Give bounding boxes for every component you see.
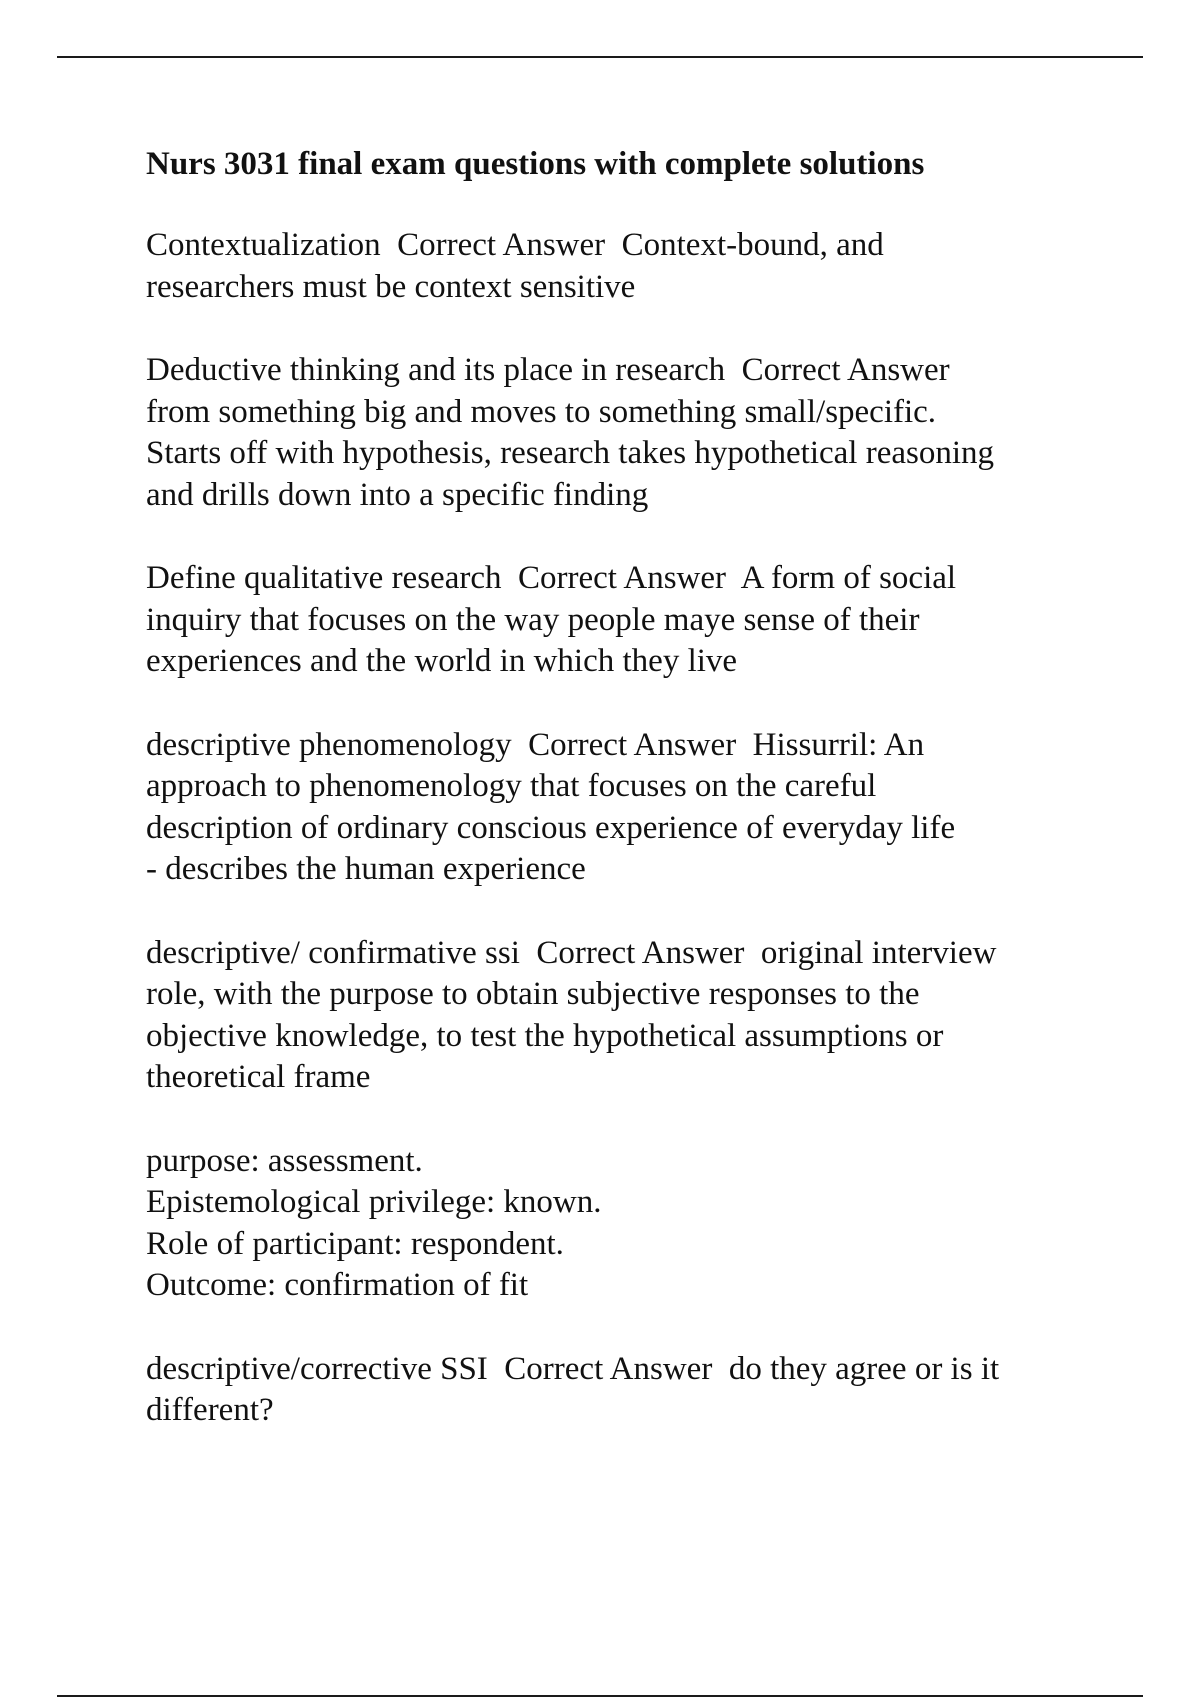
entry-line: Outcome: confirmation of fit [146,1267,529,1303]
qa-entry [146,350,1096,516]
top-rule [57,56,1143,58]
qa-entry [146,1349,1096,1432]
document-body [146,143,1096,1474]
entry-line: role, with the purpose to obtain subjective responses to the [146,976,920,1012]
entry-line: Contextualization Correct Answer Context-bound, and [146,227,884,263]
qa-entry [146,725,1096,891]
entry-line: from something big and moves to something small/specific. [146,393,937,430]
entry-line: researchers must be context sensitive [146,268,636,305]
entry-line: Define qualitative research Correct Answer A form of social [146,560,957,596]
entry-line: descriptive/corrective SSI Correct Answer do they agree or is it [146,1350,1000,1387]
document-title: Nurs 3031 final exam questions with complete solutions [146,146,925,182]
qa-entry [146,933,1096,1099]
entry-line: experiences and the world in which they live [146,643,738,679]
entry-line: and drills down into a specific finding [146,476,649,513]
entry-line: inquiry that focuses on the way people maye sense of their [146,601,920,638]
qa-entry [146,1141,1096,1307]
entry-line: Starts off with hypothesis, research takes hypothetical reasoning [146,435,995,471]
entry-line: - describes the human experience [146,851,586,887]
entry-line: purpose: assessment. [146,1142,423,1179]
entry-line: Deductive thinking and its place in research Correct Answer [146,352,950,388]
entry-line: Role of participant: respondent. [146,1225,564,1262]
entry-line: approach to phenomenology that focuses on the careful [146,768,877,804]
entry-line: Epistemological privilege: known. [146,1184,602,1220]
entry-line: objective knowledge, to test the hypothetical assumptions or [146,1017,944,1054]
entry-line: theoretical frame [146,1059,371,1095]
bottom-rule [57,1695,1143,1697]
qa-entry [146,225,1096,308]
entry-line: description of ordinary conscious experience of everyday life [146,809,956,846]
entry-line: descriptive/ confirmative ssi Correct Answer original interview [146,934,997,971]
entry-line: different? [146,1392,274,1428]
qa-entry [146,558,1096,683]
entry-line: descriptive phenomenology Correct Answer Hissurril: An [146,726,925,763]
